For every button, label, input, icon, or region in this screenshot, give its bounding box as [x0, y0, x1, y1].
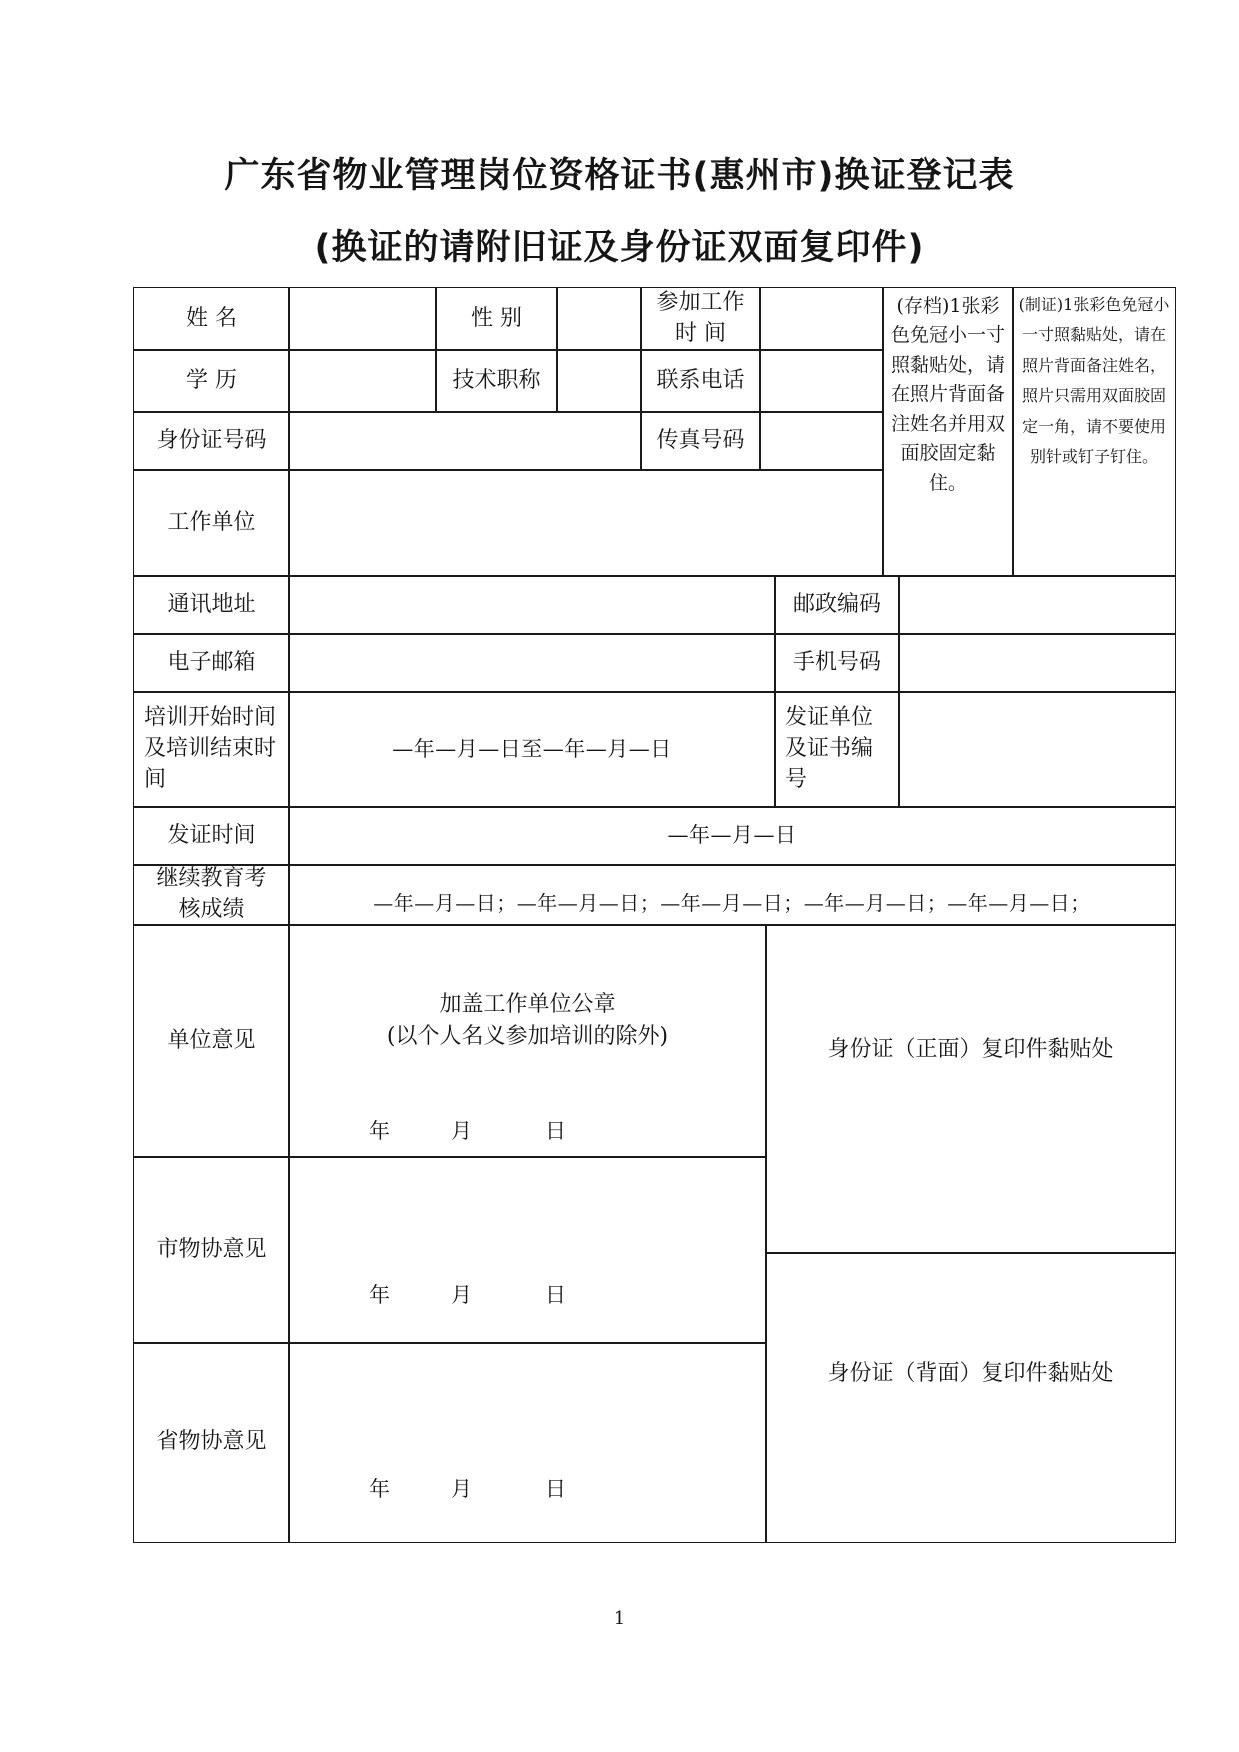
label-id-number: 身份证号码 [133, 411, 290, 471]
label-prov-assoc-opinion: 省物协意见 [133, 1342, 290, 1543]
label-phone: 联系电话 [640, 349, 761, 413]
label-continuing-edu: 继续教育考核成绩 [133, 864, 290, 926]
field-city-assoc-opinion[interactable] [288, 1156, 767, 1344]
label-city-assoc-opinion: 市物协意见 [133, 1156, 290, 1344]
field-tech-title[interactable] [556, 349, 642, 413]
field-employer[interactable] [288, 469, 884, 577]
unit-seal-note-line2: (以个人名义参加培训的除外) [386, 1023, 669, 1049]
label-postcode: 邮政编码 [774, 575, 900, 635]
field-phone[interactable] [759, 349, 884, 413]
field-prov-assoc-opinion[interactable] [288, 1342, 767, 1543]
label-issue-date: 发证时间 [133, 806, 290, 866]
prov-date-day: 日 [545, 1477, 566, 1501]
unit-seal-note [289, 989, 766, 1053]
form-title: 广东省物业管理岗位资格证书(惠州市)换证登记表 [224, 156, 1015, 196]
field-id-number[interactable] [288, 411, 642, 471]
label-address: 通讯地址 [133, 575, 290, 635]
field-name[interactable] [288, 287, 437, 351]
field-address[interactable] [288, 575, 776, 635]
city-date-month: 月 [451, 1283, 472, 1307]
form-subtitle: (换证的请附旧证及身份证双面复印件) [314, 228, 925, 268]
page-number: 1 [613, 1608, 626, 1629]
prov-date-month: 月 [451, 1477, 472, 1501]
label-gender: 性 别 [435, 287, 558, 351]
label-mobile: 手机号码 [774, 633, 900, 693]
label-work-start: 参加工作时 间 [640, 287, 761, 351]
label-unit-opinion: 单位意见 [133, 924, 290, 1158]
field-training-period[interactable]: —年—月—日至—年—月—日 [288, 691, 776, 808]
unit-date-day: 日 [545, 1119, 566, 1143]
unit-date-year: 年 [369, 1119, 390, 1143]
field-education[interactable] [288, 349, 437, 413]
registration-form [133, 287, 1176, 1543]
field-gender[interactable] [556, 287, 642, 351]
field-work-start[interactable] [759, 287, 884, 351]
unit-date-month: 月 [451, 1119, 472, 1143]
field-email[interactable] [288, 633, 776, 693]
field-mobile[interactable] [898, 633, 1176, 693]
field-unit-opinion[interactable] [288, 924, 767, 1158]
prov-date-year: 年 [369, 1477, 390, 1501]
label-name: 姓 名 [133, 287, 290, 351]
photo-archive-box[interactable]: (存档)1张彩色免冠小一寸照黏贴处，请在照片背面备注姓名并用双面胶固定黏住。 [882, 287, 1014, 577]
id-back-paste-area[interactable]: 身份证（背面）复印件黏贴处 [765, 1252, 1176, 1543]
label-issuer: 发证单位及证书编号 [774, 691, 900, 808]
label-training-period: 培训开始时间及培训结束时间 [133, 691, 290, 808]
field-fax[interactable] [759, 411, 884, 471]
label-tech-title: 技术职称 [435, 349, 558, 413]
field-issue-date[interactable]: —年—月—日 [288, 806, 1176, 866]
photo-certificate-box[interactable]: (制证)1张彩色免冠小一寸照黏贴处，请在照片背面备注姓名，照片只需用双面胶固定一角，请不要使用别针或钉子钉住。 [1012, 287, 1176, 577]
id-front-paste-area[interactable]: 身份证（正面）复印件黏贴处 [765, 924, 1176, 1254]
city-date-year: 年 [369, 1283, 390, 1307]
label-email: 电子邮箱 [133, 633, 290, 693]
field-postcode[interactable] [898, 575, 1176, 635]
label-employer: 工作单位 [133, 469, 290, 577]
field-issuer[interactable] [898, 691, 1176, 808]
field-continuing-edu[interactable]: —年—月—日；—年—月—日；—年—月—日；—年—月—日；—年—月—日； [288, 864, 1176, 926]
unit-seal-note-line1: 加盖工作单位公章 [439, 992, 616, 1017]
label-education: 学 历 [133, 349, 290, 413]
label-fax: 传真号码 [640, 411, 761, 471]
city-date-day: 日 [545, 1283, 566, 1307]
